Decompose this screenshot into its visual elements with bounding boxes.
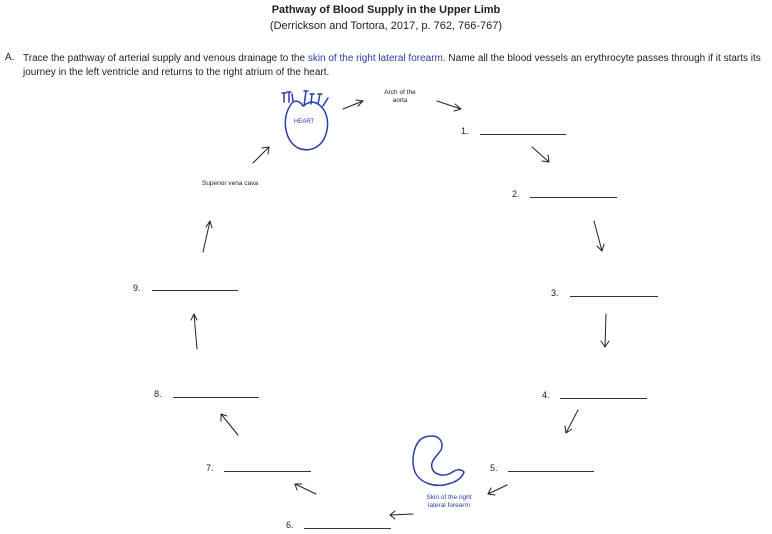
blank-4-line[interactable] xyxy=(560,398,647,399)
blank-9-line[interactable] xyxy=(152,290,238,291)
blank-1-line[interactable] xyxy=(480,134,566,135)
flow-arrows xyxy=(191,100,609,519)
blank-7-number: 7. xyxy=(206,463,214,473)
question-letter: A. xyxy=(5,52,15,63)
arrow-heart-to-aorta xyxy=(343,100,363,109)
question-text-after: . Name all the blood vessels an erythrocyte passes through if it starts its journey in the left ventricle and returns to the right atrium of the heart. xyxy=(23,53,761,78)
arrow-vena-cava-to-heart xyxy=(253,147,269,163)
blank-5-number: 5. xyxy=(490,463,498,473)
arrow-forearm-to-6 xyxy=(390,511,413,519)
heart-label: HEART xyxy=(293,119,315,125)
blank-7-line[interactable] xyxy=(224,471,311,472)
arrow-2-to-3 xyxy=(594,221,604,251)
blank-5-line[interactable] xyxy=(508,471,594,472)
blank-3-line[interactable] xyxy=(570,296,658,297)
forearm-outline xyxy=(413,436,464,485)
arrow-4-to-5 xyxy=(565,410,578,433)
blank-6-number: 6. xyxy=(286,520,294,530)
blank-6-line[interactable] xyxy=(304,528,391,529)
aorta-label: Arch of the aorta xyxy=(384,89,416,104)
blank-4-number: 4. xyxy=(542,390,550,400)
arrow-9-to-vena-cava xyxy=(203,221,212,252)
arrow-1-to-2 xyxy=(532,147,549,162)
arrow-aorta-to-1 xyxy=(437,101,461,111)
arrow-8-to-9 xyxy=(191,314,197,349)
blank-2-line[interactable] xyxy=(530,197,617,198)
citation: (Derrickson and Tortora, 2017, p. 762, 766-767) xyxy=(269,20,503,32)
blank-8-line[interactable] xyxy=(173,397,259,398)
question-text-before: Trace the pathway of arterial supply and venous drainage to the xyxy=(23,53,308,64)
heart-vessel-caps xyxy=(282,91,322,94)
page-title: Pathway of Blood Supply in the Upper Limb xyxy=(271,4,501,16)
arrow-7-to-8 xyxy=(221,414,238,435)
blank-9-number: 9. xyxy=(133,283,141,293)
forearm-drawing xyxy=(413,436,464,485)
arrow-6-to-7 xyxy=(295,484,316,494)
blank-3-number: 3. xyxy=(551,288,559,298)
arrow-3-to-4 xyxy=(601,314,609,347)
blank-2-number: 2. xyxy=(512,189,520,199)
blank-8-number: 8. xyxy=(154,389,162,399)
forearm-label: Skin of the right lateral forearm xyxy=(426,494,472,509)
question-highlight: skin of the right lateral forearm xyxy=(307,53,443,64)
blank-1-number: 1. xyxy=(461,126,469,136)
arrow-5-to-forearm xyxy=(488,485,507,495)
vena-cava-label: Superior vena cava xyxy=(201,180,258,187)
